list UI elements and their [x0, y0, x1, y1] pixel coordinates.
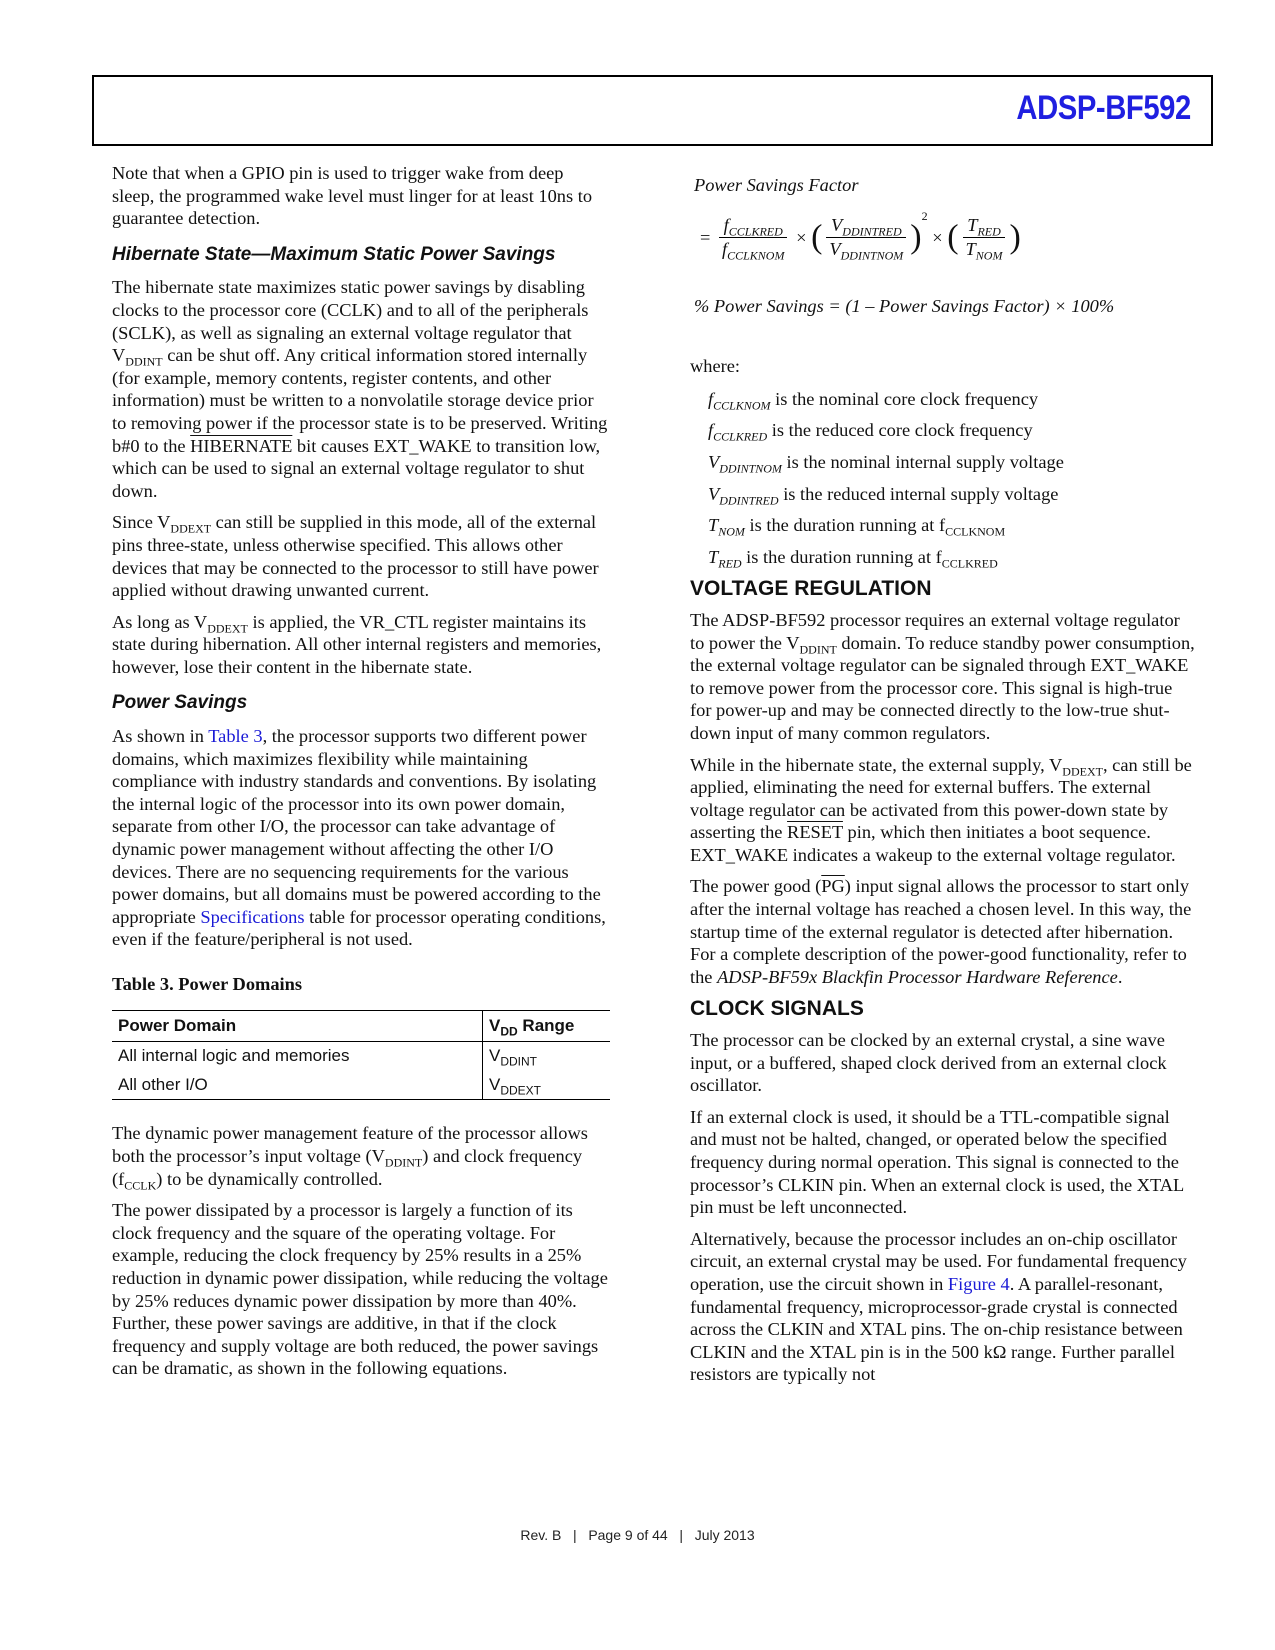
- table-caption: Table 3. Power Domains: [112, 974, 303, 994]
- clock-paragraph-3: Alternatively, because the processor includes an on-chip oscillator circuit, an external crystal may be used. For fundamental frequency operation, use the circuit shown in Figure 4. A parallel-resonant, fundamental frequency, microprocessor-grade crystal is connected across the CLKIN and XTAL pins. The on-chip resistance between CLKIN and the XTAL pin is in the 500 kΩ range. Further parallel resistors are typically not: [690, 1228, 1187, 1385]
- footer-separator: |: [573, 1527, 577, 1543]
- percent-savings-equation: % Power Savings = (1 – Power Savings Factor) × 100%: [694, 295, 1115, 316]
- document-title: ADSP-BF592: [1016, 89, 1191, 127]
- footer-page-number: Page 9 of 44: [588, 1527, 668, 1543]
- page-footer: [0, 1527, 1275, 1543]
- header-box: [92, 75, 1213, 146]
- dynamic-power-paragraph: The dynamic power management feature of the processor allows both the processor’s input voltage $(V_{DDINT})$ and clock frequency $(f_{CCLK})$ to be dynamically controlled.: [112, 1123, 588, 1193]
- where-label: where:: [690, 356, 741, 377]
- power-savings-heading: Power Savings: [112, 692, 248, 714]
- table-cell: $V_{DDEXT}$: [483, 1071, 611, 1100]
- voltage-regulation-heading: VOLTAGE REGULATION: [690, 577, 932, 601]
- voltage-paragraph-2: While in the hibernate state, the external supply, $V_{DDEXT}$, can still be applied, eliminating the need for external buffers. The external voltage regulator can be activated from this power-down state by asserting the RESET pin, which then initiates a boot sequence. EXT_WAKE indicates a wakeup to the external voltage regulator.: [690, 754, 1192, 865]
- power-savings-equation: = $\frac{f_{CCLKRED}}{f_{CCLKNOM}}$ × ( $\frac{V_{DDINTRED}}{V_{DDINTNOM}}$ )$^2$ × ( $\frac{T_{RED}}{T_{NOM}}$ ): [700, 208, 1021, 263]
- right-column: [690, 162, 1195, 1395]
- gpio-note-paragraph: Note that when a GPIO pin is used to trigger wake from deep sleep, the programmed wake level must linger for at least 10ns to guarantee detection.: [112, 163, 593, 229]
- where-item: $V_{DDINTNOM}$ is the nominal internal supply voltage: [708, 451, 1064, 476]
- table-3-link[interactable]: Table 3: [208, 726, 263, 747]
- clock-paragraph-1: The processor can be clocked by an external crystal, a sine wave input, or a buffered, shaped clock derived from an external clock oscillator.: [690, 1030, 1167, 1096]
- table-header-range: $V_{DD}$ Range: [483, 1010, 611, 1042]
- footer-date: July 2013: [694, 1527, 755, 1543]
- specifications-link[interactable]: Specifications: [200, 906, 305, 927]
- table-cell: All internal logic and memories: [118, 1046, 350, 1066]
- table-header-domain: Power Domain: [112, 1010, 483, 1042]
- footer-revision: Rev. B: [520, 1527, 562, 1543]
- table-cell: $V_{DDINT}$: [483, 1042, 611, 1071]
- equation-label: Power Savings Factor: [694, 175, 859, 195]
- table-cell: All other I/O: [112, 1071, 483, 1100]
- voltage-paragraph-1: The ADSP-BF592 processor requires an external voltage regulator to power the $V_{DDINT}$ domain. To reduce standby power consumption, the external voltage regulator can be signaled through EXT_WAKE to remove power from the processor core. This signal is high-true for power-up and may be connected directly to the low-true shut-down input of many common regulators.: [690, 609, 1195, 743]
- power-savings-paragraph: As shown in Table 3, the processor supports two different power domains, which maximizes flexibility while maintaining compliance with industry standards and conventions. By isolating the internal logic of the processor into its own power domain, separate from other I/O, the processor can take advantage of dynamic power management without affecting the other I/O devices. There are no sequencing requirements for the various power domains, but all domains must be powered according to the appropriate Specifications table for processor operating conditions, even if the feature/peripheral is not used.: [112, 726, 606, 950]
- hibernate-paragraph-2: Since $V_{DDEXT}$ can still be supplied in this mode, all of the external pins three-state, unless otherwise specified. This allows other devices that may be connected to the processor to still have power applied without drawing unwanted current.: [112, 512, 599, 601]
- where-item: $T_{RED}$ is the duration running at $f_{CCLKRED}$: [708, 546, 998, 571]
- footer-separator: |: [679, 1527, 684, 1543]
- where-item: $f_{CCLKNOM}$ is the nominal core clock frequency: [708, 388, 1039, 413]
- hibernate-paragraph-3: As long as $V_{DDEXT}$ is applied, the VR_CTL register maintains its state during hibernation. All other internal registers and memories, however, lose their content in the hibernate state.: [112, 611, 602, 677]
- where-item: $V_{DDINTRED}$ is the reduced internal supply voltage: [708, 483, 1059, 508]
- hibernate-paragraph-1: The hibernate state maximizes static power savings by disabling clocks to the processor core (CCLK) and to all of the peripherals (SCLK), as well as signaling an external voltage regulator that $V_{DDINT}$ can be shut off. Any critical information stored internally (for example, memory contents, register contents, and other information) must be written to a nonvolatile storage device prior to removing power if the processor state is to be preserved. Writing b#0 to the HIBERNATE bit causes EXT_WAKE to transition low, which can be used to signal an external voltage regulator to shut down.: [112, 277, 608, 501]
- hibernate-heading: Hibernate State—Maximum Static Power Savings: [112, 243, 556, 265]
- power-domains-table: [112, 1010, 610, 1101]
- clock-signals-heading: CLOCK SIGNALS: [690, 997, 864, 1021]
- table-row: [112, 1071, 610, 1100]
- table-header-row: [112, 1010, 610, 1042]
- where-item: $T_{NOM}$ is the duration running at $f_{CCLKNOM}$: [708, 515, 1006, 539]
- figure-4-link[interactable]: Figure 4: [947, 1273, 1010, 1294]
- where-item: $f_{CCLKRED}$ is the reduced core clock frequency: [708, 420, 1033, 445]
- table-row: [112, 1042, 610, 1071]
- voltage-paragraph-3: The power good $(\overline{PG})$ input signal allows the processor to start only after the internal voltage has reached a chosen level. In this way, the startup time of the external regulator is detected after hibernation. For a complete description of the power-good functionality, refer to the ADSP-BF59x Blackfin Processor Hardware Reference.: [690, 876, 1192, 987]
- power-dissipation-paragraph: The power dissipated by a processor is largely a function of its clock frequency and the square of the operating voltage. For example, reducing the clock frequency by 25% results in a 25% reduction in dynamic power dissipation, while reducing the voltage by 25% reduces dynamic power dissipation by more than 40%. Further, these power savings are additive, in that if the clock frequency and supply voltage are both reduced, the power savings can be dramatic, as shown in the following equations.: [112, 1200, 608, 1379]
- left-column: [112, 162, 610, 1389]
- clock-paragraph-2: If an external clock is used, it should be a TTL-compatible signal and must not be halted, changed, or operated below the specified frequency during normal operation. This signal is connected to the processor’s CLKIN pin. When an external clock is used, the XTAL pin must be left unconnected.: [690, 1106, 1184, 1218]
